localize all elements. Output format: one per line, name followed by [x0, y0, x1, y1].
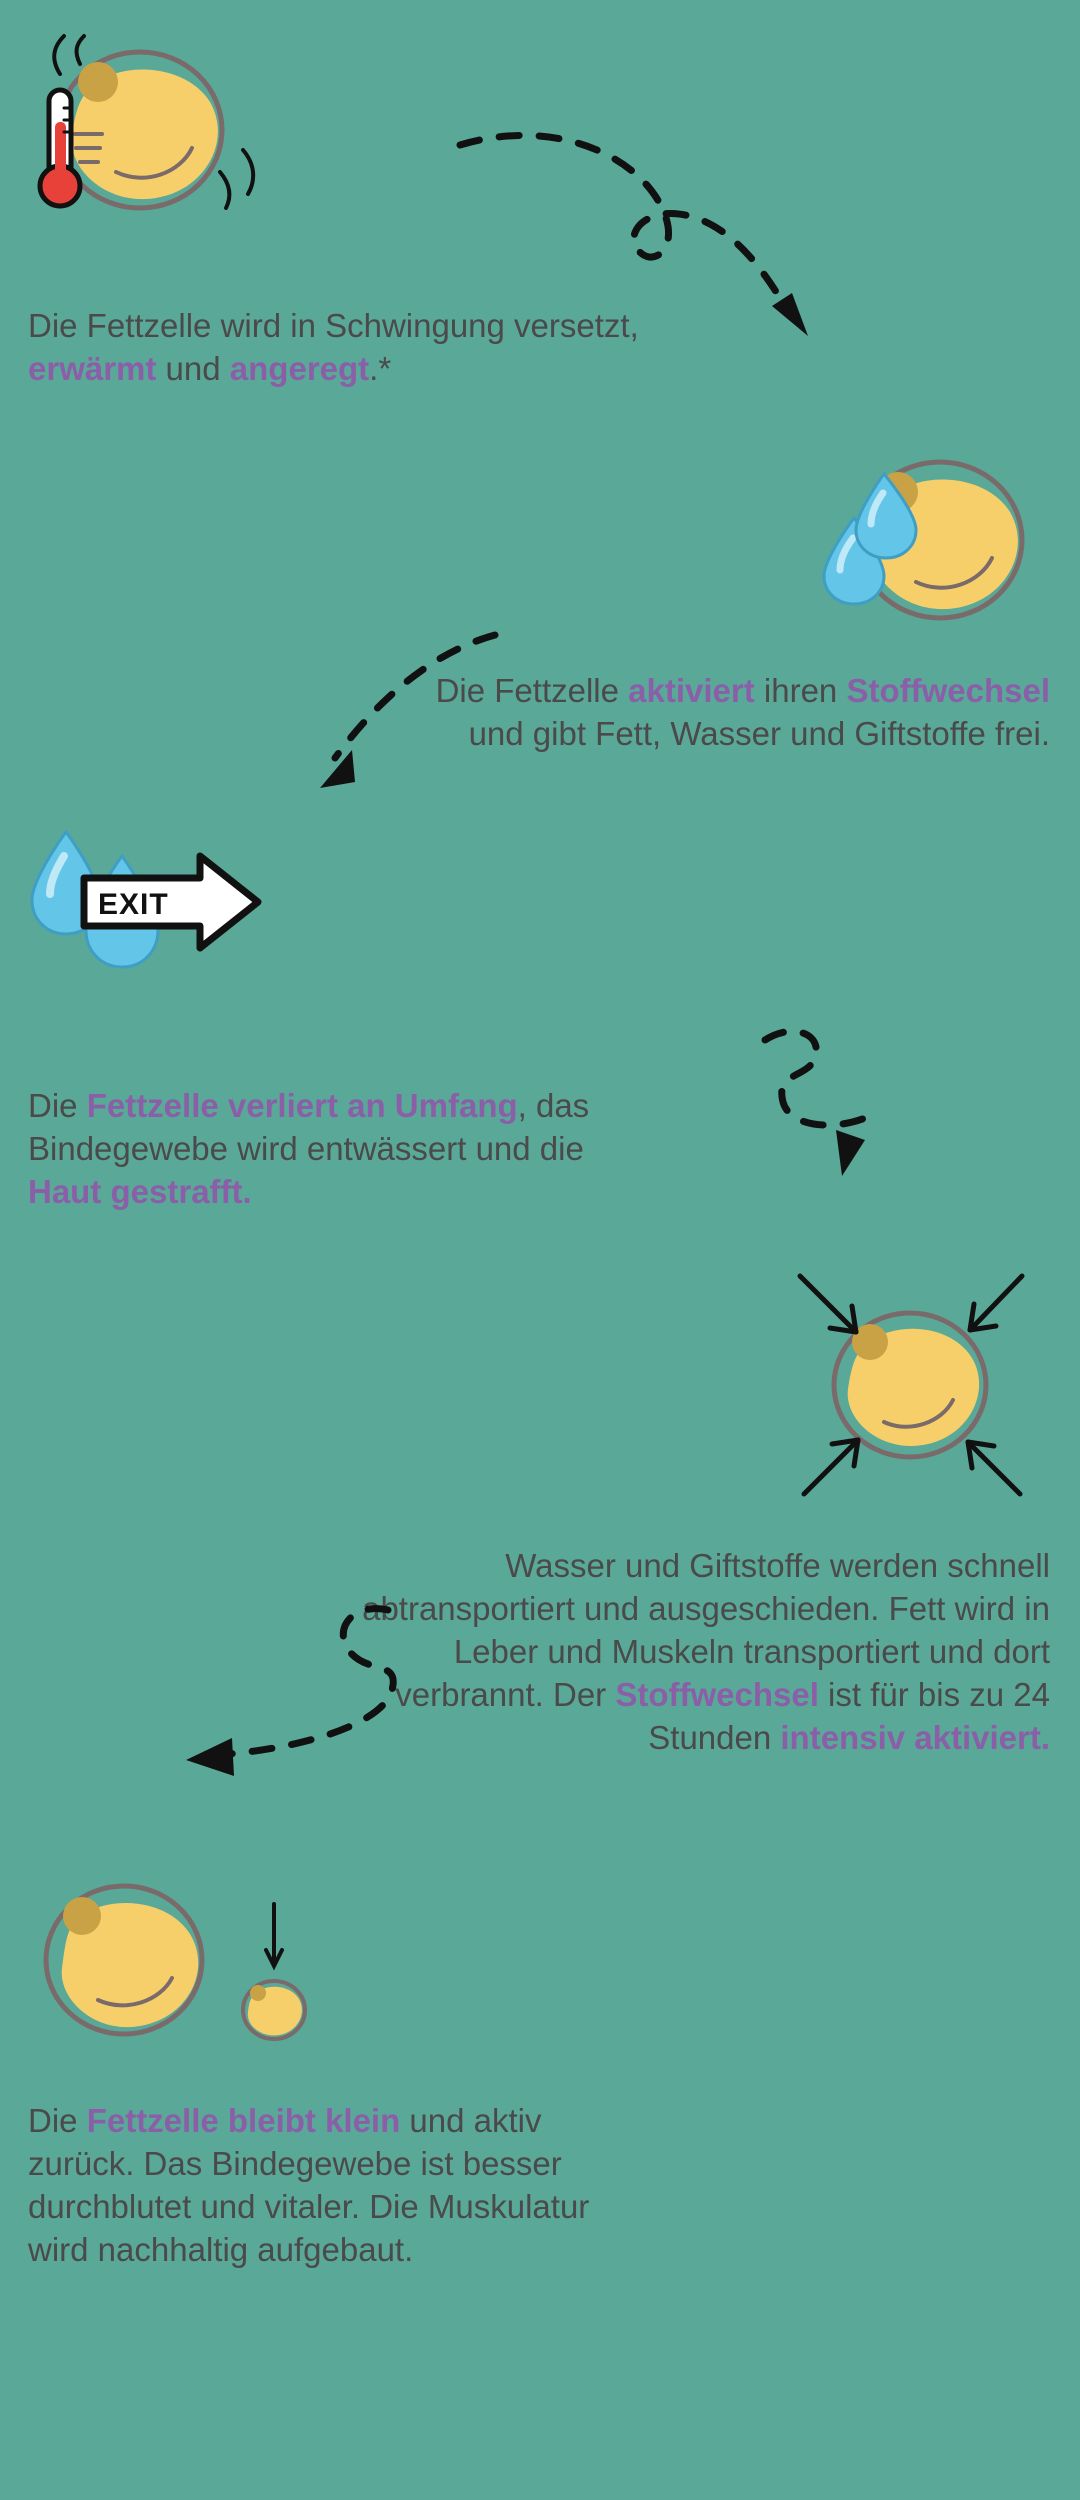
- shrinking-fat-cell-icon: [770, 1260, 1050, 1510]
- step-3-icon-group: [20, 820, 300, 1010]
- step-1-icon-group: [20, 30, 260, 220]
- step-1-text: [28, 305, 648, 391]
- step-5-icon-group: [20, 1870, 320, 2060]
- step-5-text-part-0: Die: [28, 2102, 87, 2139]
- arrow-4-connector: [120, 1590, 460, 1810]
- step-1-text-part-1: erwärmt: [28, 349, 157, 387]
- step-2-text-part-0: Die Fettzelle: [435, 672, 629, 709]
- step-3-text-part-2: , das Bindegewebe wird entwässert und die: [28, 1087, 590, 1167]
- step-5-text-part-1: Fettzelle bleibt klein: [86, 2102, 401, 2139]
- step-3-text-part-3: Haut gestrafft.: [28, 1172, 252, 1210]
- step-1-text-part-0: Die Fettzelle wird in Schwingung versetzt,: [28, 307, 639, 344]
- step-1-text-part-4: .*: [369, 349, 392, 387]
- large-and-small-fat-cell-icon: [20, 1870, 320, 2060]
- step-2-text-part-1: aktiviert: [628, 672, 755, 709]
- step-3-text-part-0: Die: [28, 1087, 87, 1124]
- step-4-text-part-0: Wasser und Giftstoffe werden schnell abtransportiert und ausgeschieden. Fett wird in Leber und Muskeln transportiert und dort verbrannt. Der: [362, 1547, 1050, 1713]
- down-arrow-icon: [266, 1904, 282, 1966]
- step-5-text-part-2: und aktiv zurück. Das Bindegewebe ist besser durchblutet und vitaler. Die Muskulatur wird nachhaltig aufgebaut.: [28, 2102, 590, 2268]
- step-1-text-part-2: und: [156, 349, 230, 387]
- step-2-text-part-2: ihren: [754, 672, 847, 709]
- step-4-text-part-2: ist für bis zu 24 Stunden: [648, 1675, 1050, 1756]
- fat-cell-with-thermometer-icon: [20, 30, 260, 220]
- arrow-3-connector: [520, 1000, 880, 1210]
- exit-label: EXIT: [98, 888, 169, 921]
- step-2-text-part-3: Stoffwechsel: [846, 672, 1050, 709]
- step-4-text-part-1: Stoffwechsel: [615, 1675, 819, 1713]
- step-4-text-part-3: intensiv aktiviert.: [780, 1718, 1050, 1756]
- step-2-text-part-4: und gibt Fett, Wasser und Giftstoffe frei.: [468, 714, 1050, 752]
- droplets-exit-arrow-icon: [20, 820, 300, 1010]
- step-1-text-part-3: angeregt: [229, 349, 370, 387]
- fat-cell-with-droplets-icon: [820, 440, 1060, 630]
- step-5-text: [28, 2100, 648, 2272]
- step-2-icon-group: [820, 440, 1060, 630]
- step-4-icon-group: [770, 1260, 1050, 1510]
- step-3-text-part-1: Fettzelle verliert an Umfang: [86, 1087, 518, 1124]
- arrow-2-connector: [280, 620, 570, 820]
